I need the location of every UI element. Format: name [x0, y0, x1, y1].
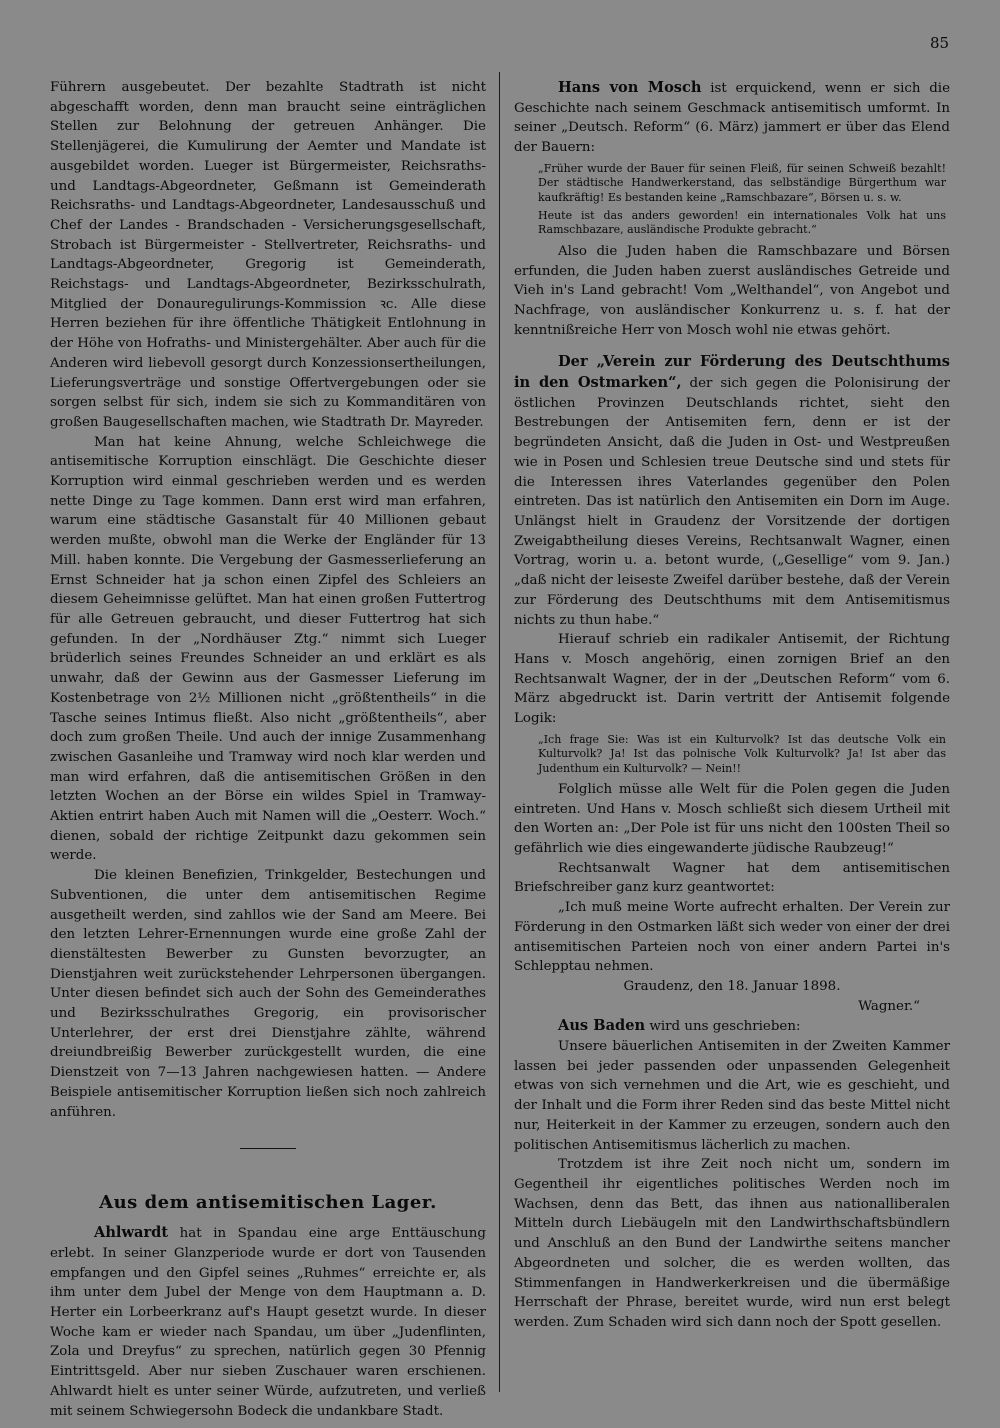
block-quote: „Ich frage Sie: Was ist ein Kulturvolk? Ist das deutsche Volk ein Kulturvolk? Ja! Ist das polnische Volk Kulturvolk? Ja! Ist aber das Judenthum ein Kulturvolk? — Nein!!: [538, 732, 946, 775]
block-quote: Heute ist das anders geworden! ein internationales Volk hat uns Ramschbazare, ausländische Produkte gebracht.“: [538, 209, 946, 237]
article-paragraph: Unsere bäuerlichen Antisemiten in der Zweiten Kammer lassen bei jeder passenden oder unpassenden Gelegenheit etwas von sich vernehmen und die Art, wie es geschieht, und der Inhalt und die Form ihrer Reden sind das beste Mittel nicht nur, Heiterkeit in der Kammer zu erzeugen, sondern auch den politischen Antisemitismus lächerlich zu machen.: [514, 1039, 950, 1153]
article-paragraph: [514, 1016, 950, 1037]
article-paragraph: Führern ausgebeutet. Der bezahlte Stadtrath ist nicht abgeschafft worden, denn man braucht seine einträglichen Stellen zur Belohnung der getreuen Anhänger. Die Stellenjägerei, die Kumulirung der Aemter und Mandate ist ausgebildet worden. Lueger ist Bürgermeister, Reichsraths- und Landtags-Abgeordneter, Geßmann ist Gemeinderath Reichsraths- und Landtags-Abgeordneter, Landesausschuß und Chef der Landes - Brandschaden - Versicherungsgesellschaft, Strobach ist Bürgermeister - Stellvertreter, Reichsraths- und Landtags-Abgeordneter, Gregorig ist Gemeinderath, Reichstags- und Landtags-Abgeordneter, Bezirksschulrath, Mitglied der Donauregulirungs-Kommission ꝛc. Alle diese Herren beziehen für ihre öffentliche Thätigkeit Entlohnung in der Höhe von Hofraths- und Ministergehälter. Aber auch für die Anderen wird liebevoll gesorgt durch Konzessionsertheilungen, Lieferungsverträge und sonstige Offertvergebungen oder sie sorgen selbst für sich, indem sie sich zu Kommanditären von großen Baugesellschaften machen, wie Stadtrath Dr. Mayreder.: [50, 80, 486, 430]
paragraph-text: der sich gegen die Polonisirung der östlichen Provinzen Deutschlands richtet, sieht den Bestrebungen der Antisemiten fern, denn er ist der begründeten Ansicht, daß die Juden in Ost- und Westpreußen wie in Posen und Schlesien treue Deutsche sind und stets für die Interessen ihres Vaterlandes gegenüber den Polen eintreten. Das ist natürlich den Antisemiten ein Dorn im Auge. Unlängst hielt in Graudenz der Vorsitzende der dortigen Zweigabtheilung dieses Vereins, Rechtsanwalt Wagner, einen Vortrag, worin u. a. betont wurde, („Gesellige“ vom 9. Jan.) „daß nicht der leiseste Zweifel darüber bestehe, daß der Verein zur Förderung des Deutschthums mit dem Antisemitismus nichts zu thun habe.“: [514, 376, 950, 628]
place-date: Graudenz, den 18. Januar 1898.: [623, 978, 841, 994]
article-paragraph: Trotzdem ist ihre Zeit noch nicht um, sondern im Gegentheil ihr eigentliches politisches Werden noch im Wachsen, denn das Bett, das ihnen aus nationalliberalen Mitteln durch Liebäugeln mit den Landwirthschaftsbündlern und Anschluß an den Bund der Landwirthe seitens mancher Abgeordneten und solcher, die es werden wollten, das Stimmenfangen in Handwerkerkreisen und die übermäßige Herrschaft der Phrase, bereitet wurde, wird nun erst belegt werden. Zum Schaden wird sich dann noch der Spott gesellen.: [514, 1157, 950, 1330]
section-divider: [240, 1148, 296, 1149]
paragraph-text: wird uns geschrieben:: [645, 1019, 801, 1035]
paragraph-lead: Ahlwardt: [94, 1224, 169, 1242]
article-paragraph: Folglich müsse alle Welt für die Polen gegen die Juden eintreten. Und Hans v. Mosch schließt sich diesem Urtheil mit den Worten an: „Der Pole ist für uns nicht den 100sten Theil so gefährlich wie dies eingewanderte jüdische Raubzeug!“: [514, 781, 950, 857]
block-quote: „Früher wurde der Bauer für seinen Fleiß, für seinen Schweiß bezahlt! Der städtische Handwerkerstand, das selbständige Bürgerthum war kaufkräftig! Es bestanden keine „Ramschbazare“, Börsen u. s. w.: [538, 161, 946, 204]
page-number: 85: [930, 34, 950, 52]
paragraph-lead: Der „Verein zur Förderung des Deutschthums in den Ostmarken“,: [514, 353, 950, 392]
column-divider: [499, 72, 500, 1392]
article-paragraph: Die kleinen Benefizien, Trinkgelder, Bestechungen und Subventionen, die unter dem antisemitischen Regime ausgetheilt werden, sind zahllos wie der Sand am Meere. Bei den letzten Lehrer-Ernennungen wurde eine große Zahl der dienstältesten Bewerber zu Gunsten bevorzugter, an Dienstjahren weit zurückstehender Lehrpersonen übergangen. Unter diesen befindet sich auch der Sohn des Gemeinderathes und Bezirksschulrathes Gregorig, ein provisorischer Unterlehrer, der erst drei Dienstjahre zählte, während dreiundbreißig Bewerber zurückgestellt wurden, die eine Dienstzeit von 7—13 Jahren nachgewiesen hatten. — Andere Beispiele antisemitischer Korruption ließen sich noch zahlreich anführen.: [50, 868, 486, 1120]
paragraph-lead: Aus Baden: [558, 1017, 646, 1035]
paragraph-lead: Hans von Mosch: [558, 79, 702, 96]
signature: Wagner.“: [858, 998, 920, 1014]
article-paragraph: Man hat keine Ahnung, welche Schleichwege die antisemitische Korruption einschlägt. Die Geschichte dieser Korruption wird einmal geschrieben werden und es werden nette Dinge zu Tage kommen. Dann erst wird man erfahren, warum eine städtische Gasanstalt für 40 Millionen gebaut werden mußte, obwohl man die Werke der Engländer für 13 Mill. haben konnte. Die Vergebung der Gasmesserlieferung an Ernst Schneider hat ja schon einen Zipfel des Schleiers an diesem Geheimnisse gelüftet. Man hat einen großen Futtertrog für alle Getreuen gebraucht, und dieser Futtertrog hat sich gefunden. In der „Nordhäuser Ztg.“ nimmt sich Lueger brüderlich seines Freundes Schneider an und erklärt es als unwahr, daß der Gewinn aus der Gasmesser Lieferung im Kostenbetrage von 2½ Millionen nicht „größtentheils“ in die Tasche seines Intimus fließt. Also nicht „größtentheils“, aber doch zum großen Theile. Und auch der innige Zusammenhang zwischen Gasanleihe und Tramway wird noch klar werden und man wird erfahren, daß die antisemitischen Größen in den letzten Wochen an der Börse ein wildes Spiel in Tramway-Aktien entrirt haben Auch mit Namen will die „Oesterr. Woch.“ dienen, sobald der richtige Zeitpunkt dazu gekommen sein werde.: [50, 434, 486, 864]
right-column: [514, 78, 950, 1333]
article-paragraph: [50, 1223, 486, 1421]
article-paragraph: „Ich muß meine Worte aufrecht erhalten. Der Verein zur Förderung in den Ostmarken läßt sich weder von einer der drei antisemitischen Parteien noch von einer andern Partei in's Schlepptau nehmen.: [514, 900, 950, 975]
article-paragraph: Also die Juden haben die Ramschbazare und Börsen erfunden, die Juden haben zuerst ausländisches Getreide und Vieh in's Land gebracht! Vom „Welthandel“, von Angebot und Nachfrage, von ausländischer Konkurrenz u. s. f. hat der kenntnißreiche Herr von Mosch wohl nie etwas gehört.: [514, 243, 950, 338]
article-paragraph: Rechtsanwalt Wagner hat dem antisemitischen Briefschreiber ganz kurz geantwortet:: [514, 860, 950, 896]
paragraph-text: ist erquickend, wenn er sich die Geschichte nach seinem Geschmack antisemitisch umformt. In seiner „Deutsch. Reform“ (6. März) jammert er über das Elend der Bauern:: [514, 81, 950, 156]
article-paragraph: [514, 78, 950, 158]
left-column: [50, 78, 486, 1421]
article-paragraph: Hierauf schrieb ein radikaler Antisemit, der Richtung Hans v. Mosch angehörig, einen zornigen Brief an den Rechtsanwalt Wagner, der in der „Deutschen Reform“ vom 6. März abgedruckt ist. Darin vertritt der Antisemit folgende Logik:: [514, 632, 950, 727]
section-title: Aus dem antisemitischen Lager.: [99, 1192, 437, 1214]
paragraph-text: hat in Spandau eine arge Enttäuschung erlebt. In seiner Glanzperiode wurde er dort von Tausenden empfangen und den Gipfel seines „Ruhmes“ erreichte er, als ihm unter dem Jubel der Menge von dem Hauptmann a. D. Herter ein Lorbeerkranz auf's Haupt gesetzt wurde. In dieser Woche kam er wieder nach Spandau, um über „Judenflinten, Zola und Dreyfus“ zu sprechen, natürlich gegen 30 Pfennig Eintrittsgeld. Aber nur sieben Zuschauer waren erschienen. Ahlwardt hielt es unter seiner Würde, aufzutreten, und verließ mit seinem Schwiegersohn Bodeck die undankbare Stadt.: [50, 1226, 486, 1419]
article-paragraph: [514, 352, 950, 630]
